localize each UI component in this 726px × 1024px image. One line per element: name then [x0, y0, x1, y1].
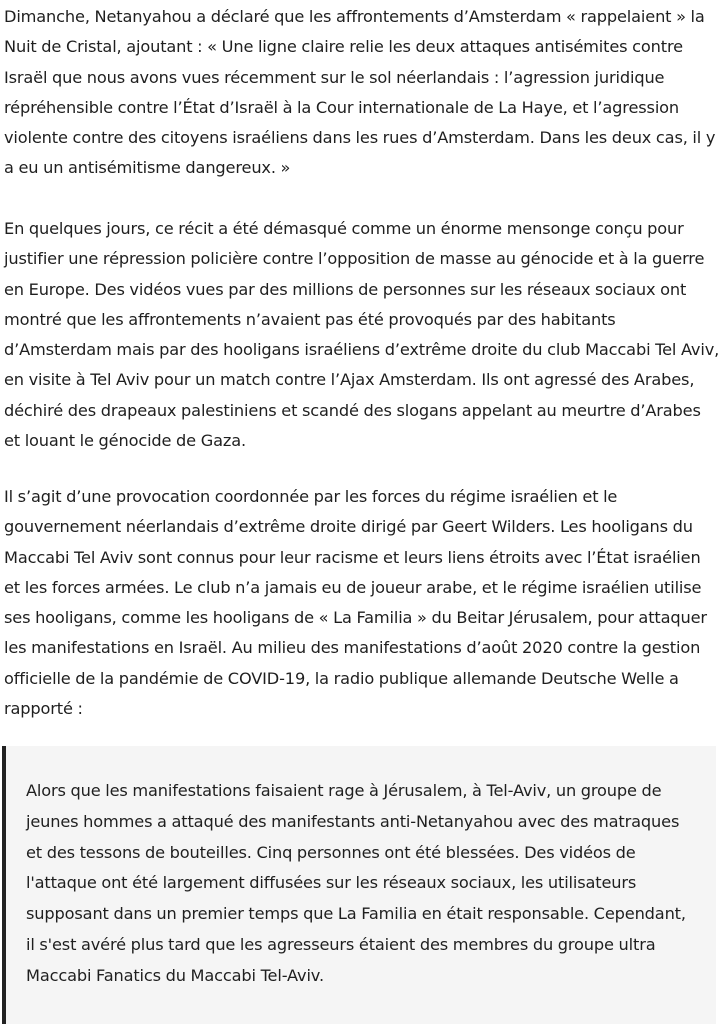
paragraph-netanyahou-statement: Dimanche, Netanyahou a déclaré que les affrontements d’Amsterdam « rappelaient » la Nuit de Cristal, ajoutant : « Une ligne claire relie les deux attaques antisémites contre Israël que nous avons vues récemment sur le sol néerlandais : l’agression juridique répréhensible contre l’État d’Israël à la Cour internationale de La Haye, et l’agression violente contre des citoyens israéliens dans les rues d’Amsterdam. Dans les deux cas, il y a eu un antisémitisme dangereux. »	[4, 7, 716, 178]
paragraph-coordinated-provocation: Il s’agit d’une provocation coordonnée par les forces du régime israélien et le gouvernement néerlandais d’extrême droite dirigé par Geert Wilders. Les hooligans du Maccabi Tel Aviv sont connus pour leur racisme et leurs liens étroits avec l’État israélien et les forces armées. Le club n’a jamais eu de joueur arabe, et le régime israélien utilise ses hooligans, comme les hooligans de « La Familia » du Beitar Jérusalem, pour attaquer les manifestations en Israël. Au milieu des manifestations d’août 2020 contre la gestion officielle de la pandémie de COVID-19, la radio publique allemande Deutsche Welle a rapporté :	[4, 487, 707, 719]
blockquote-text: Alors que les manifestations faisaient rage à Jérusalem, à Tel-Aviv, un groupe de jeunes hommes a attaqué des manifestants anti-Netanyahou avec des matraques et des tessons de bouteilles. Cinq personnes ont été blessées. Des vidéos de l'attaque ont été largement diffusées sur les réseaux sociaux, les utilisateurs supposant dans un premier temps que La Familia en était responsable. Cependant, il s'est avéré plus tard que les agresseurs étaient des membres du groupe ultra Maccabi Fanatics du Maccabi Tel-Aviv.	[26, 781, 686, 985]
paragraph-narrative-exposed: En quelques jours, ce récit a été démasqué comme un énorme mensonge conçu pour justifier une répression policière contre l’opposition de masse au génocide et à la guerre en Europe. Des vidéos vues par des millions de personnes sur les réseaux sociaux ont montré que les affrontements n’avaient pas été provoqués par des habitants d’Amsterdam mais par des hooligans israéliens d’extrême droite du club Maccabi Tel Aviv, en visite à Tel Aviv pour un match contre l’Ajax Amsterdam. Ils ont agressé des Arabes, déchiré des drapeaux palestiniens et scandé des slogans appelant au meurtre d’Arabes et louant le génocide de Gaza.	[4, 219, 720, 451]
blockquote	[2, 746, 716, 1024]
